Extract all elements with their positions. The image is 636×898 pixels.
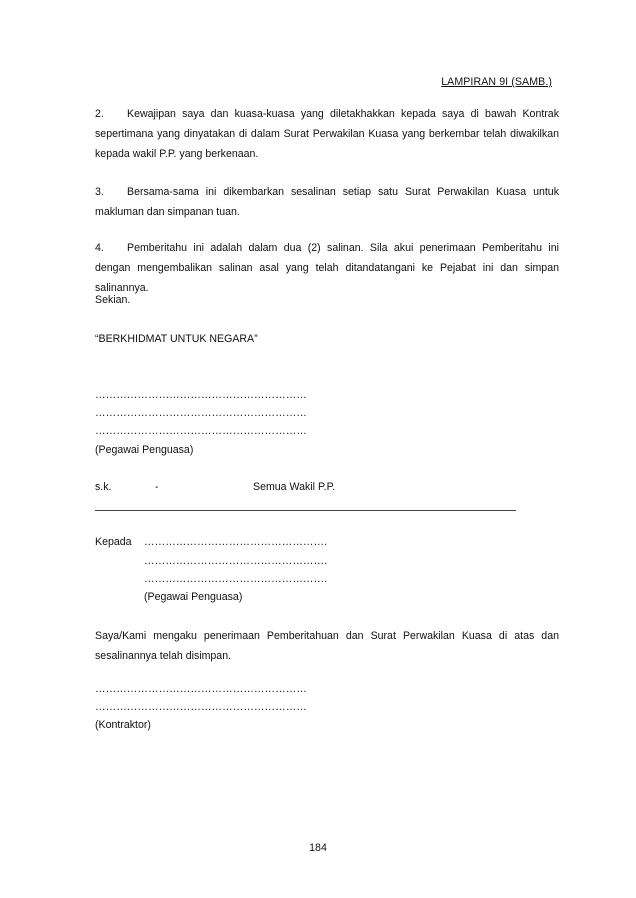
signature-line: …………………………………………………… [95, 425, 307, 437]
address-line: ……………………………………………. [144, 555, 328, 567]
closing-text: Sekian. [95, 294, 131, 306]
recipient-title: (Pegawai Penguasa) [144, 591, 243, 603]
signature-line: …………………………………………………… [95, 389, 307, 401]
paragraph-number: 4. [95, 242, 104, 254]
signature-line: …………………………………………………… [95, 407, 307, 419]
paragraph-2 [95, 104, 559, 164]
to-label: Kepada [95, 536, 132, 548]
paragraph-text: Pemberitahu ini adalah dalam dua (2) salinan. Sila akui penerimaan Pemberitahu ini dengan mengembalikan salinan asal yang telah ditandatangani ke Pejabat ini dan simpan salinannya. [95, 242, 559, 294]
divider-line [95, 510, 516, 511]
cc-label: s.k. [95, 481, 112, 493]
paragraph-text: Bersama-sama ini dikembarkan sesalinan setiap satu Surat Perwakilan Kuasa untuk makluman dan simpanan tuan. [95, 186, 559, 218]
acknowledgement-statement: Saya/Kami mengaku penerimaan Pemberitahuan dan Surat Perwakilan Kuasa di atas dan sesalinannya telah disimpan. [95, 630, 559, 662]
signatory-title: (Pegawai Penguasa) [95, 444, 194, 456]
page-number: 184 [309, 842, 327, 854]
contractor-title: (Kontraktor) [95, 719, 151, 731]
paragraph-number: 3. [95, 186, 104, 198]
page-header: LAMPIRAN 9I (SAMB.) [441, 76, 552, 88]
motto-text: “BERKHIDMAT UNTUK NEGARA” [95, 333, 258, 345]
paragraph-3 [95, 182, 559, 222]
address-line: ……………………………………………. [144, 573, 328, 585]
contractor-signature-line: …………………………………………………… [95, 683, 307, 695]
paragraph-number: 2. [95, 108, 104, 120]
address-line: ……………………………………………. [144, 536, 328, 548]
cc-dash: - [155, 481, 159, 493]
contractor-signature-line: …………………………………………………… [95, 701, 307, 713]
cc-recipient: Semua Wakil P.P. [253, 481, 336, 493]
paragraph-4 [95, 238, 559, 298]
paragraph-text: Kewajipan saya dan kuasa-kuasa yang diletakhakkan kepada saya di bawah Kontrak sepertimana yang dinyatakan di dalam Surat Perwakilan Kuasa yang berkembar telah diwakilkan kepada wakil P.P. yang berkenaan. [95, 108, 559, 160]
